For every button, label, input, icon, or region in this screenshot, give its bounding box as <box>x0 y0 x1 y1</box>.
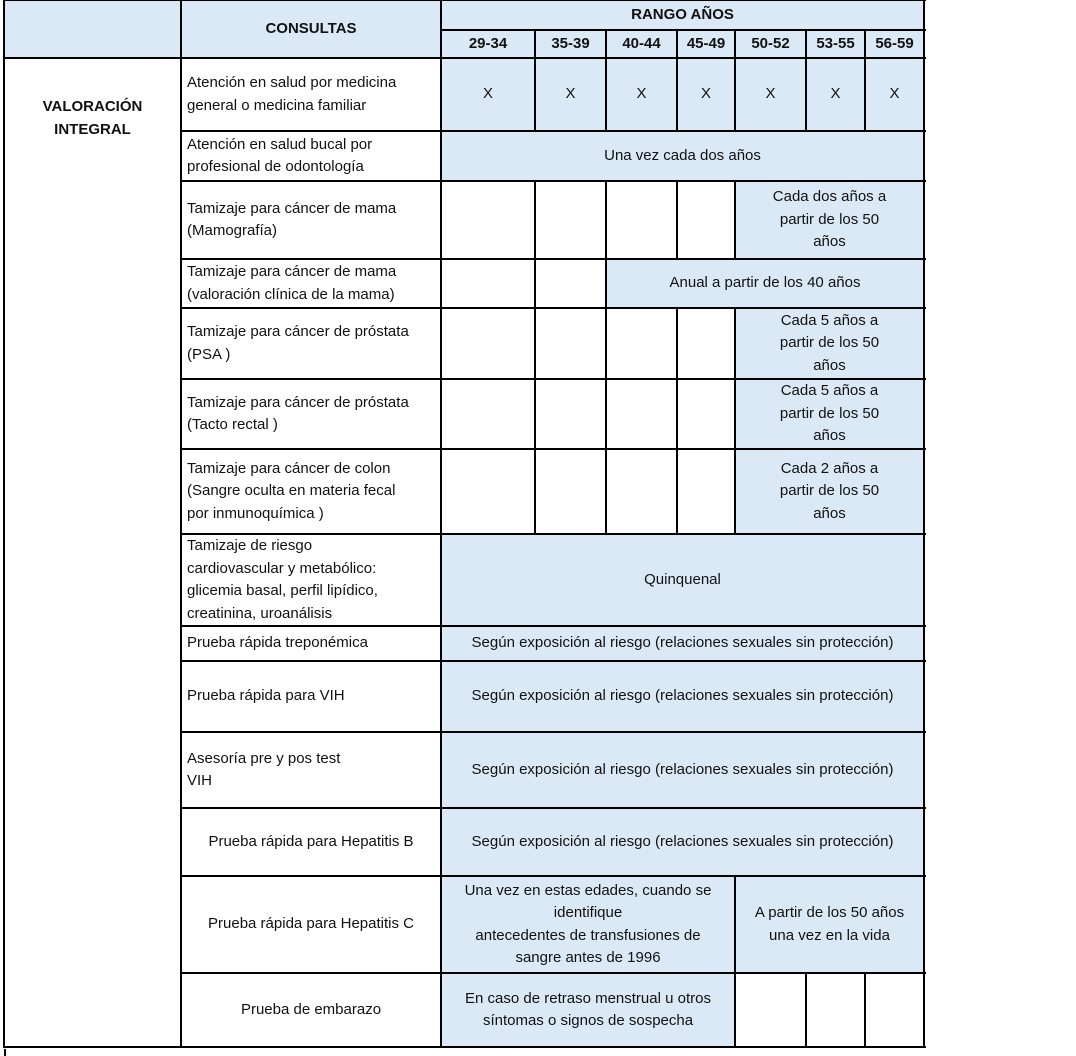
row-empty <box>677 379 735 449</box>
row-consulta-text: Prueba rápida para Hepatitis C <box>208 915 414 933</box>
row-empty <box>441 308 535 379</box>
row-mark <box>441 58 535 131</box>
header-age-range <box>535 30 606 58</box>
row-consulta <box>181 259 441 308</box>
row-value <box>441 131 924 181</box>
row-empty <box>535 449 606 534</box>
row-empty <box>441 259 535 308</box>
row-empty <box>606 449 677 534</box>
row-value <box>606 259 924 308</box>
stray-mark <box>4 1049 6 1056</box>
header-age-range-text: 45-49 <box>686 34 726 52</box>
grid-line <box>181 731 926 733</box>
grid-line <box>181 807 926 809</box>
row-empty <box>865 973 924 1047</box>
grid-line <box>534 181 536 260</box>
grid-line <box>181 378 926 380</box>
row-value-text: En caso de retraso menstrual u otros síntomas o signos de sospecha <box>465 989 711 1029</box>
row-mark-text: X <box>830 85 841 103</box>
row-value <box>441 661 924 732</box>
row-consulta <box>181 808 441 876</box>
row-empty <box>535 379 606 449</box>
row-mark-text: X <box>889 85 900 103</box>
row-consulta-text: Tamizaje para cáncer de próstata (Tacto rectal ) <box>187 393 409 433</box>
grid-line <box>181 448 926 450</box>
grid-line <box>534 30 536 132</box>
grid-line <box>181 625 926 627</box>
row-consulta-text: Tamizaje para cáncer de próstata (PSA ) <box>187 323 409 363</box>
row-value-text: Según exposición al riesgo (relaciones sexuales sin protección) <box>471 832 894 850</box>
row-empty <box>606 181 677 259</box>
row-mark <box>735 58 806 131</box>
row-empty <box>441 449 535 534</box>
section-valoracion-integral <box>4 58 181 1047</box>
grid-line <box>734 181 736 260</box>
row-mark-text: X <box>765 85 776 103</box>
row-consulta-text: Tamizaje para cáncer de mama (valoración clínica de la mama) <box>187 263 397 303</box>
grid-line <box>923 0 925 1048</box>
row-consulta-text: Tamizaje para cáncer de colon (Sangre oculta en materia fecal por inmunoquímica ) <box>187 459 396 522</box>
grid-line <box>181 130 926 132</box>
grid-line <box>3 0 5 1048</box>
row-empty <box>677 308 735 379</box>
row-mark <box>606 58 677 131</box>
row-empty <box>677 181 735 259</box>
row-consulta-text: Atención en salud bucal por profesional de odontología <box>187 135 373 175</box>
row-value <box>441 808 924 876</box>
row-value <box>735 449 924 534</box>
grid-line <box>676 308 678 535</box>
header-consultas-text: CONSULTAS <box>265 19 357 37</box>
header-age-range-text: 53-55 <box>816 34 855 52</box>
row-value <box>735 379 924 449</box>
grid-line <box>605 308 607 535</box>
grid-line <box>534 259 536 309</box>
row-value <box>735 308 924 379</box>
row-consulta-text: Prueba de embarazo <box>240 1000 382 1018</box>
header-age-range <box>865 30 924 58</box>
row-value-2 <box>735 876 924 973</box>
grid-line <box>181 533 926 535</box>
grid-line <box>864 973 866 1048</box>
row-empty <box>441 181 535 259</box>
row-consulta-text: Atención en salud por medicina general o medicina familiar <box>187 74 397 114</box>
row-consulta <box>181 626 441 661</box>
grid-line <box>734 30 736 132</box>
row-value-text: Quinquenal <box>644 570 721 588</box>
row-empty <box>677 449 735 534</box>
grid-line <box>440 0 442 1048</box>
grid-line <box>676 181 678 260</box>
grid-line <box>4 1046 183 1048</box>
row-consulta <box>181 58 441 131</box>
grid-line <box>181 972 926 974</box>
row-mark <box>865 58 924 131</box>
row-consulta-text: Tamizaje de riesgo cardiovascular y metabólico: glicemia basal, perfil lipídico, creatinina, uroanálisis <box>187 537 378 622</box>
header-rango-anos <box>441 0 924 30</box>
row-empty <box>806 973 865 1047</box>
row-consulta <box>181 181 441 259</box>
grid-line <box>605 259 607 309</box>
row-value-text: Cada dos años a partir de los 50 años <box>772 188 887 251</box>
grid-line <box>734 876 736 1048</box>
row-value <box>441 732 924 808</box>
row-consulta <box>181 379 441 449</box>
grid-line <box>181 258 926 260</box>
grid-line <box>864 30 866 132</box>
row-consulta <box>181 876 441 973</box>
row-value-2-text: A partir de los 50 años una vez en la vida <box>754 904 905 944</box>
header-corner <box>4 0 181 58</box>
grid-line <box>4 0 926 1</box>
grid-line <box>676 30 678 132</box>
row-mark-text: X <box>565 85 576 103</box>
grid-line <box>605 181 607 260</box>
row-consulta <box>181 534 441 626</box>
grid-line <box>181 660 926 662</box>
row-mark-text: X <box>482 85 493 103</box>
row-consulta <box>181 661 441 732</box>
grid-line <box>181 307 926 309</box>
grid-line <box>181 875 926 877</box>
row-value-text: Anual a partir de los 40 años <box>669 274 861 292</box>
header-age-range-text: 40-44 <box>622 34 661 52</box>
row-mark <box>677 58 735 131</box>
header-age-range <box>441 30 535 58</box>
row-value-text: Cada 5 años a partir de los 50 años <box>779 382 880 445</box>
row-consulta <box>181 732 441 808</box>
row-mark <box>535 58 606 131</box>
grid-line <box>441 29 926 31</box>
row-consulta-text: Prueba rápida para VIH <box>187 687 345 705</box>
row-consulta-text: Tamizaje para cáncer de mama (Mamografía) <box>187 199 397 239</box>
row-empty <box>535 259 606 308</box>
row-value <box>441 534 924 626</box>
grid-line <box>180 0 182 1048</box>
row-empty <box>735 973 806 1047</box>
header-rango-anos-text: RANGO AÑOS <box>631 5 734 23</box>
row-value-text: Cada 5 años a partir de los 50 años <box>779 311 880 374</box>
row-consulta-text: Asesoría pre y pos test VIH <box>187 749 341 789</box>
grid-line <box>805 30 807 132</box>
header-age-range <box>677 30 735 58</box>
row-consulta-text: Prueba rápida treponémica <box>187 634 368 652</box>
row-empty <box>535 181 606 259</box>
row-empty <box>606 379 677 449</box>
row-value-text: Según exposición al riesgo (relaciones sexuales sin protección) <box>471 760 894 778</box>
row-consulta <box>181 131 441 181</box>
row-mark <box>806 58 865 131</box>
section-label: VALORACIÓN INTEGRAL <box>42 98 143 138</box>
row-consulta <box>181 308 441 379</box>
header-age-range <box>735 30 806 58</box>
row-consulta <box>181 973 441 1047</box>
header-consultas <box>181 0 441 58</box>
header-age-range-text: 29-34 <box>468 34 508 52</box>
header-age-range-text: 35-39 <box>551 34 590 52</box>
row-value-text: Una vez en estas edades, cuando se identifique antecedentes de transfusiones de sangre antes de 1996 <box>464 881 712 966</box>
row-mark-text: X <box>700 85 711 103</box>
grid-line <box>605 30 607 132</box>
grid-line <box>534 308 536 535</box>
row-value-text: Según exposición al riesgo (relaciones sexuales sin protección) <box>471 687 894 705</box>
row-value <box>441 973 735 1047</box>
header-age-range-text: 50-52 <box>751 34 790 52</box>
row-value-text: Una vez cada dos años <box>604 146 761 164</box>
row-value <box>441 876 735 973</box>
header-age-range <box>606 30 677 58</box>
row-mark-text: X <box>636 85 647 103</box>
grid-line <box>734 308 736 535</box>
row-value <box>735 181 924 259</box>
row-empty <box>535 308 606 379</box>
header-age-range <box>806 30 865 58</box>
row-value-text: Según exposición al riesgo (relaciones sexuales sin protección) <box>471 634 894 652</box>
row-empty <box>606 308 677 379</box>
grid-line <box>4 57 926 59</box>
grid-line <box>805 973 807 1048</box>
grid-line <box>181 1046 926 1048</box>
row-consulta-text: Prueba rápida para Hepatitis B <box>208 832 414 850</box>
row-value <box>441 626 924 661</box>
row-empty <box>441 379 535 449</box>
grid-line <box>181 180 926 182</box>
row-value-text: Cada 2 años a partir de los 50 años <box>779 459 880 522</box>
header-age-range-text: 56-59 <box>875 34 914 52</box>
row-consulta <box>181 449 441 534</box>
